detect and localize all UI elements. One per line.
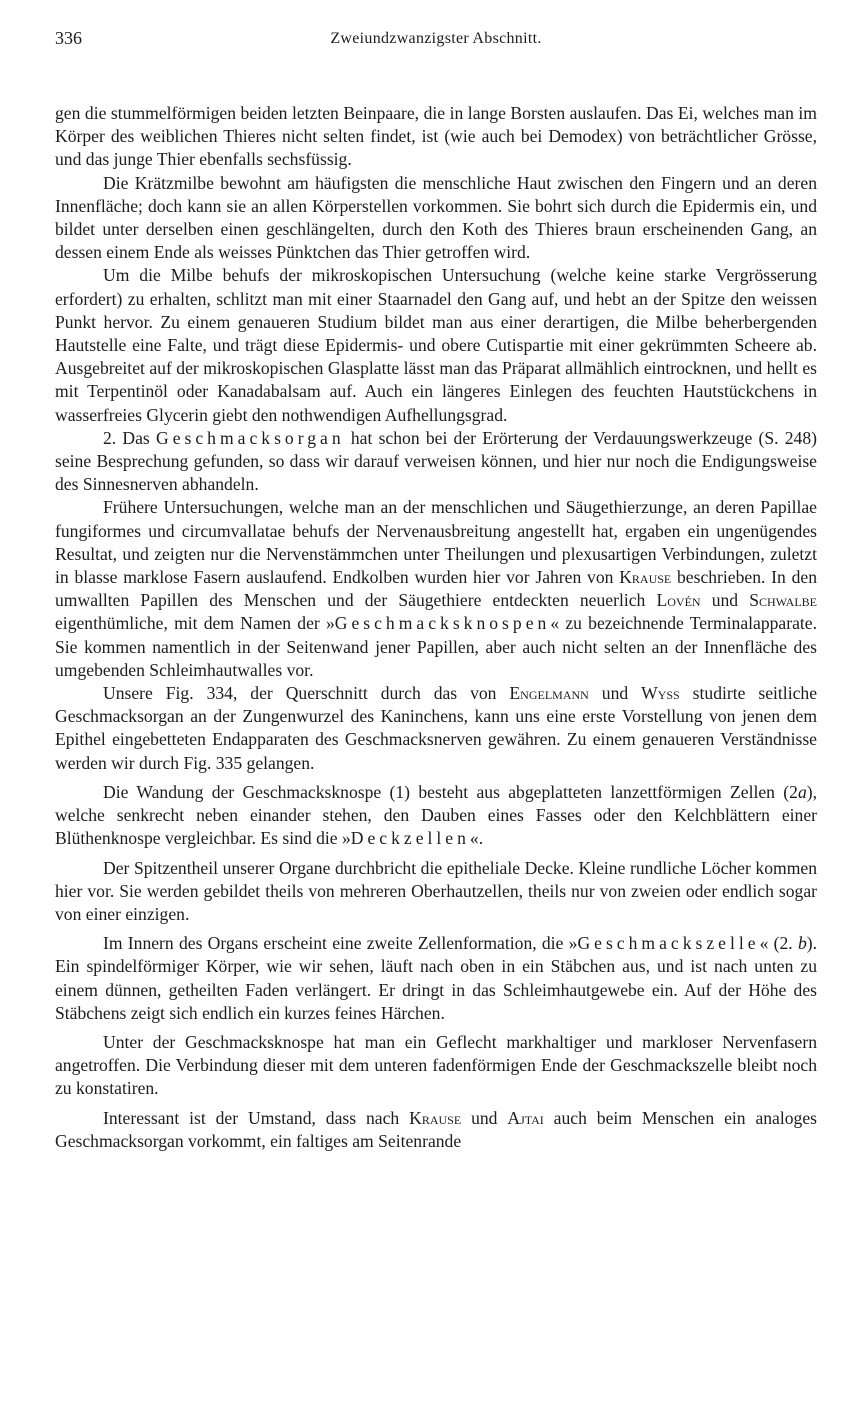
author-ajtai: Ajtai <box>507 1107 544 1128</box>
paragraph-5-text-a: Frühere Untersuchungen, welche man an der menschlichen und Säugethierzunge, an deren Papillae fungiformes und circumvallatae behufs der Nervenausbreitung angestellt hat, ergaben ein ungenügendes Resultat, und zeigten nur die Nervenstämmchen unter Theilungen und plexusartigen Verbindungen, zuletzt in blasse marklose Fasern auslaufend. Endkolben wurden hier vor Jahren von <box>55 497 817 588</box>
author-krause: Krause <box>619 567 672 588</box>
paragraph-7-text-b: ), welche senkrecht neben einander stehen, den Dauben eines Fasses oder den Kelchblättern einer Blüthenknospe vergleichbar. Es sind die » <box>55 781 817 849</box>
running-head: Zweiundzwanzigster Abschnitt. <box>330 30 542 47</box>
term-geschmacksorgan: Geschmacksorgan <box>156 427 345 448</box>
book-page <box>55 28 817 1153</box>
paragraph-6-text-a: Unsere Fig. 334, der Querschnitt durch das von <box>103 683 510 704</box>
paragraph-10: Unter der Geschmacksknospe hat man ein Geflecht markhaltiger und markloser Nervenfasern angetroffen. Die Verbindung dieser mit dem unteren fadenförmigen Ende der Geschmackszelle bleibt noch zu konstatiren. <box>55 1031 817 1099</box>
term-geschmackszelle: Geschmackszelle <box>577 933 760 954</box>
figure-ref-a: a <box>797 781 807 802</box>
paragraph-2: Die Krätzmilbe bewohnt am häufigsten die menschliche Haut zwischen den Fingern und an deren Innenfläche; doch kann sie an allen Körperstellen vorkommen. Sie bohrt sich durch die Epidermis ein, und bildet unter derselben einen geschlängelten, durch den Koth des Thieres braun erscheinenden Gang, an dessen einem Ende als weisses Pünktchen das Thier getroffen wird. <box>55 172 817 263</box>
paragraph-9 <box>55 932 817 1025</box>
term-geschmacksknospen: Geschmacksknospen <box>334 613 551 634</box>
author-engelmann: Engelmann <box>509 683 589 704</box>
paragraph-5-text-c: und <box>700 590 750 611</box>
paragraph-5 <box>55 496 817 682</box>
paragraph-6 <box>55 682 817 775</box>
paragraph-11 <box>55 1107 817 1153</box>
paragraph-3: Um die Milbe behufs der mikroskopischen Untersuchung (welche keine starke Vergrösserung erfordert) zu erhalten, schlitzt man mit einer Staarnadel den Gang auf, und hebt an der Spitze den weissen Punkt hervor. Zu einem genaueren Studium bildet man aus einer derartigen, die Milbe beherbergenden Hautstelle eine Falte, und trägt diese Epidermis- und obere Cutispartie mit einer gekrümmten Scheere ab. Ausgebreitet auf der mikroskopischen Glasplatte lässt man das Präparat allmählich eintrocknen, und hellt es mit Terpentinöl oder Kanadabalsam auf. Auch ein längeres Einlegen des feuchten Hautstückchens in wasserfreies Glycerin giebt den nothwendigen Aufhellungsgrad. <box>55 265 817 425</box>
paragraph-5-text-e: « zu bezeichnende Terminalapparate. Sie kommen namentlich in der Seitenwand jener Papillen, aber auch nicht selten an der Innenfläche des umgebenden Schleimhautwalles vor. <box>55 613 817 680</box>
body-text <box>55 102 817 1153</box>
paragraph-1: gen die stummelförmigen beiden letzten Beinpaare, die in lange Borsten auslaufen. Das Ei, welches man im Körper des weiblichen Thieres nicht selten findet, ist (wie auch bei Demodex) von beträchtlicher Grösse, und das junge Thier ebenfalls sechsfüssig. <box>55 103 817 170</box>
paragraph-9-text-b: « (2. <box>759 933 798 954</box>
term-deckzellen: Deckzellen <box>350 828 470 849</box>
paragraph-9-text-a: Im Innern des Organs erscheint eine zweite Zellenformation, die » <box>103 933 578 954</box>
paragraph-7-text-c: «. <box>469 828 484 849</box>
author-schwalbe: Schwalbe <box>749 590 818 611</box>
author-wyss: Wyss <box>641 683 680 704</box>
page-number: 336 <box>55 28 82 48</box>
paragraph-6-text-b: und <box>588 683 642 704</box>
paragraph-11-text-c: auch beim Menschen ein analoges Geschmacksorgan vorkommt, ein faltiges am Seitenrande <box>55 1107 818 1151</box>
figure-ref-b: b <box>797 933 807 954</box>
paragraph-4-text-b: hat schon bei der Erörterung der Verdauungswerkzeuge (S. 248) seine Besprechung gefunden, so dass wir darauf verweisen können, und hier nur noch die Endigungsweise des Sinnesnerven abhandeln. <box>55 427 817 495</box>
author-loven: Lovén <box>656 590 701 611</box>
paragraph-4-text-a: 2. Das <box>103 427 156 448</box>
paragraph-8: Der Spitzentheil unserer Organe durchbricht die epitheliale Decke. Kleine rundliche Löcher kommen hier vor. Sie werden gebildet theils von mehreren Oberhautzellen, theils nur von zweien oder endlich sogar von einer einzigen. <box>55 857 817 924</box>
paragraph-5-text-b: beschrieben. In den umwallten Papillen des Menschen und der Säugethiere entdeckten neuerlich <box>55 567 817 611</box>
paragraph-9-text-c: ). Ein spindelförmiger Körper, wie wir sehen, läuft nach oben in ein Stäbchen aus, und ist nach unten zu einem dünnen, getheilten Faden verlängert. Er dringt in das Schleimhautgewebe ein. Auf der Höhe des Stäbchens zeigt sich endlich ein kurzes feines Härchen. <box>55 933 817 1023</box>
page-header <box>55 28 817 58</box>
paragraph-11-text-a: Interessant ist der Umstand, dass nach <box>103 1107 410 1128</box>
author-krause-2: Krause <box>409 1107 462 1128</box>
paragraph-7 <box>55 781 817 851</box>
paragraph-6-text-c: studirte seitliche Geschmacksorgan an der Zungenwurzel des Kaninchens, kann uns eine erste Vorstellung von jenen dem Epithel eingebetteten Endapparaten des Geschmacksnerven gewähren. Zu einem genaueren Verständnisse werden wir durch Fig. 335 gelangen. <box>55 683 817 773</box>
paragraph-11-text-b: und <box>461 1107 508 1128</box>
paragraph-4 <box>55 427 817 497</box>
paragraph-5-text-d: eigenthümliche, mit dem Namen der » <box>55 613 335 634</box>
paragraph-7-text-a: Die Wandung der Geschmacksknospe (1) besteht aus abgeplatteten lanzettförmigen Zellen (2 <box>103 781 798 802</box>
